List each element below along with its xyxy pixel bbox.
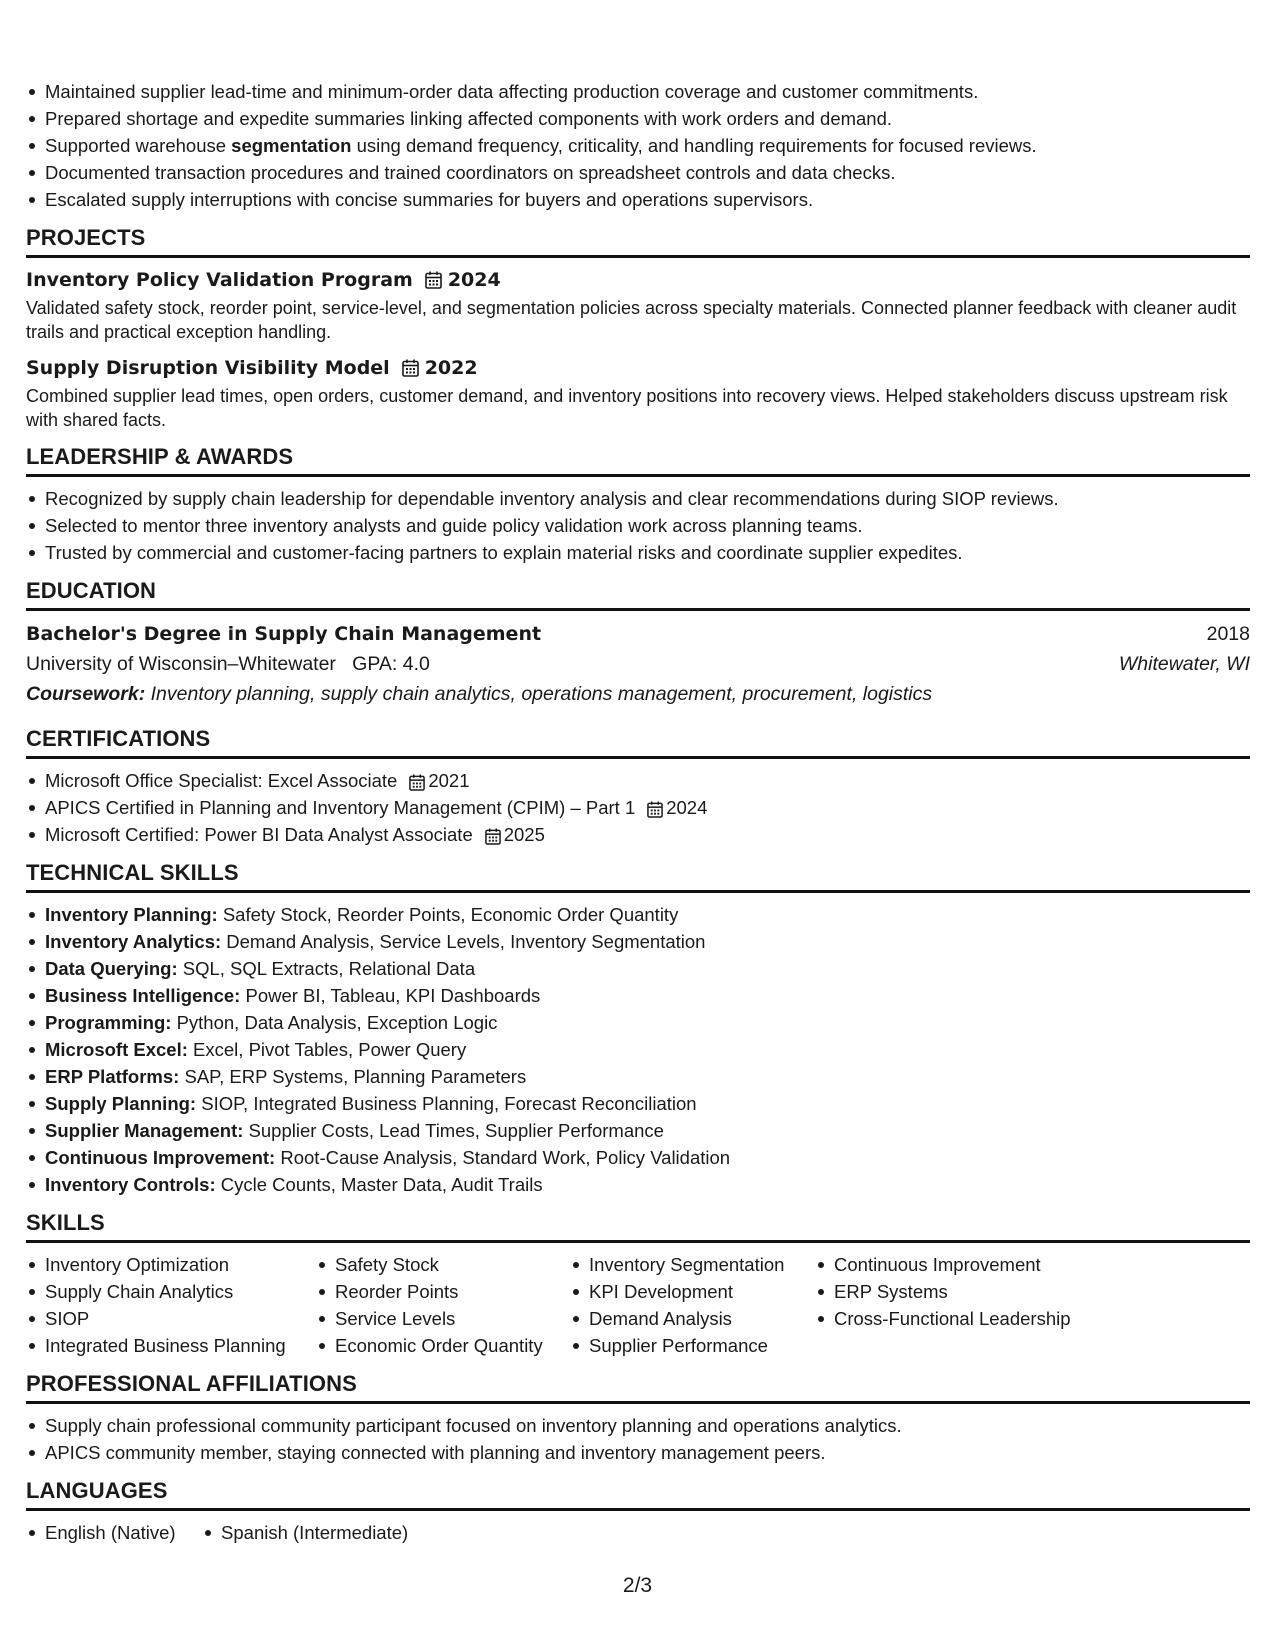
list-item: Demand Analysis [570,1305,815,1332]
calendar-icon [425,271,442,289]
skill-values: Excel, Pivot Tables, Power Query [187,1039,467,1060]
list-item: Inventory Optimization [26,1251,316,1278]
project-year: 2024 [447,269,501,291]
coursework-label: Coursework: [26,683,146,705]
skill-category: Inventory Controls: [45,1174,216,1195]
list-item: KPI Development [570,1278,815,1305]
list-item [26,982,1250,1009]
list-item [26,901,1250,928]
skill-category: Business Intelligence: [45,985,241,1006]
list-item: Safety Stock [316,1251,570,1278]
skills-column [570,1251,815,1359]
list-item: Economic Order Quantity [316,1332,570,1359]
skill-values: Root-Cause Analysis, Standard Work, Policy Validation [275,1147,731,1168]
section-title: PROFESSIONAL AFFILIATIONS [26,1370,1250,1404]
technical-skills-list [26,901,1250,1198]
skill-values: Demand Analysis, Service Levels, Inventory Segmentation [221,931,706,952]
list-item: APICS community member, staying connected with planning and inventory management peers. [26,1439,1250,1466]
skills-column [316,1251,570,1359]
section-title: PROJECTS [26,224,1250,258]
list-item: Escalated supply interruptions with concise summaries for buyers and operations supervisors. [26,186,1250,213]
skills-column [815,1251,1115,1359]
degree-name: Bachelor's Degree in Supply Chain Management [26,623,542,645]
bullet-bold-text: segmentation [231,135,352,156]
section-title: EDUCATION [26,577,1250,611]
project-description: Combined supplier lead times, open orders, customer demand, and inventory positions into recovery views. Helped stakeholders discuss upstream risk with shared facts. [26,386,1228,430]
skill-values: SAP, ERP Systems, Planning Parameters [179,1066,527,1087]
list-item: Continuous Improvement [815,1251,1115,1278]
skill-values: Power BI, Tableau, KPI Dashboards [240,985,541,1006]
skills-section [26,1209,1250,1359]
list-item: Service Levels [316,1305,570,1332]
list-item [26,132,1250,159]
languages-list [26,1519,1250,1546]
certifications-list [26,767,1250,848]
school-location: Whitewater, WI [1118,653,1250,675]
certification-name: Microsoft Certified: Power BI Data Analyst Associate [45,824,473,845]
list-item: Maintained supplier lead-time and minimum-order data affecting production coverage and customer commitments. [26,78,1250,105]
skill-values: Safety Stock, Reorder Points, Economic Order Quantity [217,904,679,925]
certification-year: 2025 [503,824,545,845]
list-item: Trusted by commercial and customer-facing partners to explain material risks and coordinate supplier expedites. [26,539,1250,566]
certifications-section [26,725,1250,848]
skill-category: Data Querying: [45,958,178,979]
skills-columns [26,1251,1250,1359]
graduation-year: 2018 [1206,623,1250,645]
skill-category: Microsoft Excel: [45,1039,188,1060]
calendar-icon [402,359,419,377]
list-item [26,767,1250,794]
list-item [26,1171,1250,1198]
affiliations-section [26,1370,1250,1466]
affiliations-list [26,1412,1250,1466]
skills-column [26,1251,316,1359]
project-item [26,266,1250,344]
calendar-icon [485,828,501,845]
leadership-list [26,485,1250,566]
project-item [26,354,1250,432]
list-item: Selected to mentor three inventory analysts and guide policy validation work across planning teams. [26,512,1250,539]
leadership-section [26,443,1250,566]
list-item [26,1036,1250,1063]
section-title: LEADERSHIP & AWARDS [26,443,1250,477]
list-item [26,1144,1250,1171]
coursework [26,679,1250,709]
skill-category: Supply Planning: [45,1093,197,1114]
skill-category: Supplier Management: [45,1120,244,1141]
experience-bullets [26,78,1250,213]
list-item [26,955,1250,982]
bullet-text: using demand frequency, criticality, and handling requirements for focused reviews. [351,135,1037,156]
resume-page [26,78,1250,1546]
skill-category: ERP Platforms: [45,1066,180,1087]
skill-values: Python, Data Analysis, Exception Logic [171,1012,498,1033]
skill-category: Inventory Analytics: [45,931,222,952]
list-item [26,821,1250,848]
list-item: Documented transaction procedures and trained coordinators on spreadsheet controls and data checks. [26,159,1250,186]
list-item: Integrated Business Planning [26,1332,316,1359]
list-item [26,1063,1250,1090]
list-item: Prepared shortage and expedite summaries linking affected components with work orders and demand. [26,105,1250,132]
list-item: Supply Chain Analytics [26,1278,316,1305]
bullet-text: Supported warehouse [45,135,232,156]
list-item [26,1117,1250,1144]
page-number: 2/3 [622,1574,653,1597]
project-year: 2022 [424,357,478,379]
list-item: Recognized by supply chain leadership for dependable inventory analysis and clear recommendations during SIOP reviews. [26,485,1250,512]
list-item: Spanish (Intermediate) [202,1519,408,1546]
project-name: Supply Disruption Visibility Model [26,357,390,379]
project-header [26,354,1250,382]
certification-year: 2024 [666,797,708,818]
list-item: Cross-Functional Leadership [815,1305,1115,1332]
list-item [26,1090,1250,1117]
skill-category: Inventory Planning: [45,904,218,925]
calendar-icon [409,774,425,791]
technical-skills-section [26,859,1250,1198]
list-item [26,1009,1250,1036]
skill-values: SIOP, Integrated Business Planning, Forecast Reconciliation [196,1093,697,1114]
skill-category: Programming: [45,1012,172,1033]
list-item: ERP Systems [815,1278,1115,1305]
skill-values: SQL, SQL Extracts, Relational Data [177,958,476,979]
projects-section [26,224,1250,432]
school-and-gpa: University of Wisconsin–Whitewater GPA: 4.0 [26,653,430,675]
certification-name: APICS Certified in Planning and Inventory Management (CPIM) – Part 1 [45,797,636,818]
coursework-text: Inventory planning, supply chain analytics, operations management, procurement, logistics [145,683,933,705]
certification-year: 2021 [428,770,470,791]
skill-values: Cycle Counts, Master Data, Audit Trails [215,1174,543,1195]
list-item: English (Native) [26,1519,176,1546]
education-section [26,577,1250,709]
skill-category: Continuous Improvement: [45,1147,276,1168]
education-header [26,619,1250,649]
section-title: SKILLS [26,1209,1250,1243]
project-description: Validated safety stock, reorder point, service-level, and segmentation policies across specialty materials. Connected planner feedback with cleaner audit trails and practical exception handling. [26,298,1237,342]
calendar-icon [647,801,663,818]
list-item: Reorder Points [316,1278,570,1305]
certification-name: Microsoft Office Specialist: Excel Associate [45,770,398,791]
section-title: CERTIFICATIONS [26,725,1250,759]
project-header [26,266,1250,294]
list-item: SIOP [26,1305,316,1332]
project-name: Inventory Policy Validation Program [26,269,413,291]
section-title: TECHNICAL SKILLS [26,859,1250,893]
list-item [26,794,1250,821]
list-item: Supply chain professional community participant focused on inventory planning and operations analytics. [26,1412,1250,1439]
education-details [26,649,1250,679]
languages-section [26,1477,1250,1546]
section-title: LANGUAGES [26,1477,1250,1511]
list-item [26,928,1250,955]
list-item: Supplier Performance [570,1332,815,1359]
list-item: Inventory Segmentation [570,1251,815,1278]
skill-values: Supplier Costs, Lead Times, Supplier Performance [243,1120,664,1141]
